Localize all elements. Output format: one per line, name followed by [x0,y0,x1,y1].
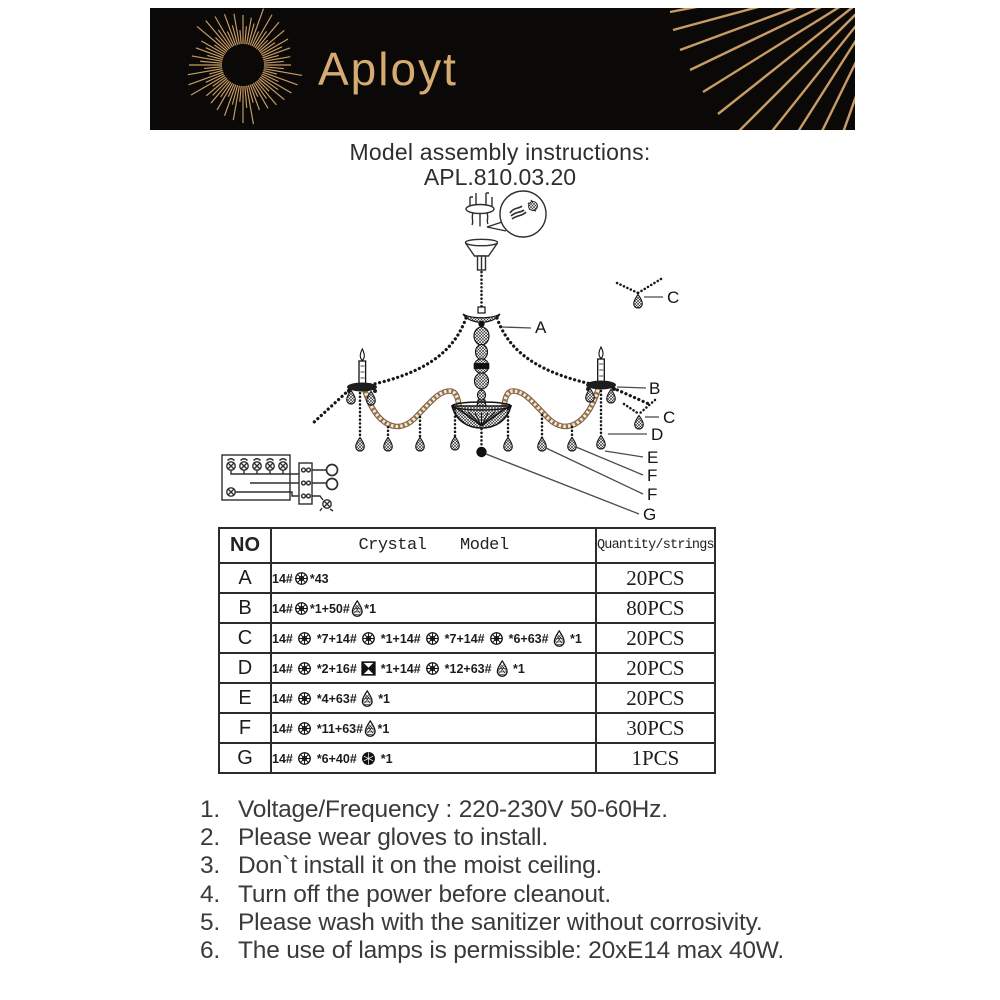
table-row [219,653,715,683]
header-no: NO [219,528,271,563]
instruction-item [200,909,900,937]
instruction-number: 2. [200,824,221,852]
quantity: 1PCS [596,743,715,773]
instruction-text: Turn off the power before cleanout. [238,880,611,908]
instruction-number: 5. [200,908,221,936]
instruction-text: Don`t install it on the moist ceiling. [238,852,603,880]
quantity: 20PCS [596,653,715,683]
ball-crystal-icon [361,751,376,766]
crystal-model: 14# *43 [271,563,596,593]
bead-crystal-icon [297,751,312,766]
brand-banner [150,8,855,130]
instructions-list [200,796,900,965]
instruction-number: 6. [200,937,221,965]
quantity: 20PCS [596,563,715,593]
bead-crystal-icon [297,631,312,646]
row-letter: F [219,713,271,743]
bead-crystal-icon [489,631,504,646]
bead-crystal-icon [425,661,440,676]
rays-icon [150,8,855,130]
part-label-e: E [647,448,659,467]
instruction-text: The use of lamps is permissible: 20xE14 max 40W. [238,937,784,965]
row-letter: D [219,653,271,683]
square-crystal-icon [361,661,376,676]
ceiling-mount-icon [466,193,494,227]
part-label-b: B [649,379,661,398]
header-model: Crystal Model [271,528,596,563]
drop-crystal-icon [364,720,376,737]
quantity: 30PCS [596,713,715,743]
instruction-number: 1. [200,796,221,823]
part-label-c-side: C [663,408,676,427]
crystal-model: 14# *1+50# *1 [271,593,596,623]
connector-c-top [617,279,663,308]
bead-crystal-icon [361,631,376,646]
table-row [219,593,715,623]
bowl [452,402,511,428]
instruction-item [200,796,900,824]
center-column [474,321,489,406]
part-label-f1: F [647,466,658,485]
row-letter: B [219,593,271,623]
left-candle-arm [312,349,377,424]
bead-crystal-icon [297,661,312,676]
part-label-d: D [651,425,664,444]
row-letter: A [219,563,271,593]
model-number: APL.810.03.20 [423,164,577,190]
table-row [219,563,715,593]
canopy [466,239,498,270]
part-label-a: A [535,318,547,337]
instruction-text: Please wash with the sanitizer without corrosivity. [238,908,763,936]
drop-crystal-icon [361,690,373,707]
instruction-number: 4. [200,880,221,908]
wiring-diagram [222,455,338,511]
table-row [219,623,715,653]
instruction-text: Please wear gloves to install. [238,824,548,852]
part-label-g: G [643,505,657,524]
instruction-item [200,881,900,909]
bead-crystal-icon [297,721,312,736]
part-label-f2: F [647,485,658,504]
drop-crystal-icon [496,660,508,677]
bottom-ball [476,447,486,457]
instruction-text: Voltage/Frequency : 220-230V 50-60Hz. [238,796,668,823]
drop-crystal-icon [351,600,363,617]
crystal-table [218,527,716,774]
crystal-model: 14# *7+14# *1+14# *7+14# *6+63# *1 [271,623,596,653]
page-title: Model assembly instructions: [349,139,651,165]
table-header-row [219,528,715,563]
instruction-number: 3. [200,852,221,880]
assembly-diagram [175,186,685,528]
quantity: 20PCS [596,623,715,653]
bead-crystal-icon [297,691,312,706]
table-row [219,743,715,773]
drop-crystal-icon [553,630,565,647]
row-letter: G [219,743,271,773]
crystal-model: 14# *6+40# *1 [271,743,596,773]
table-row [219,683,715,713]
quantity: 20PCS [596,683,715,713]
crystal-model: 14# *2+16# *1+14# *12+63# *1 [271,653,596,683]
bead-crystal-icon [294,601,309,616]
quantity: 80PCS [596,593,715,623]
instruction-item [200,852,900,880]
bead-crystal-icon [425,631,440,646]
bead-crystal-icon [294,571,309,586]
crystal-model: 14# *4+63# *1 [271,683,596,713]
part-label-c-top: C [667,288,680,307]
table-row [219,713,715,743]
leader-lines [486,327,647,514]
row-letter: E [219,683,271,713]
row-letter: C [219,623,271,653]
crystal-model: 14# *11+63# *1 [271,713,596,743]
header-quantity: Quantity/strings [596,528,715,563]
brand-name: Aployt [318,43,458,95]
wire-detail-magnifier-icon [487,191,546,237]
instruction-item [200,937,900,965]
instruction-item [200,824,900,852]
